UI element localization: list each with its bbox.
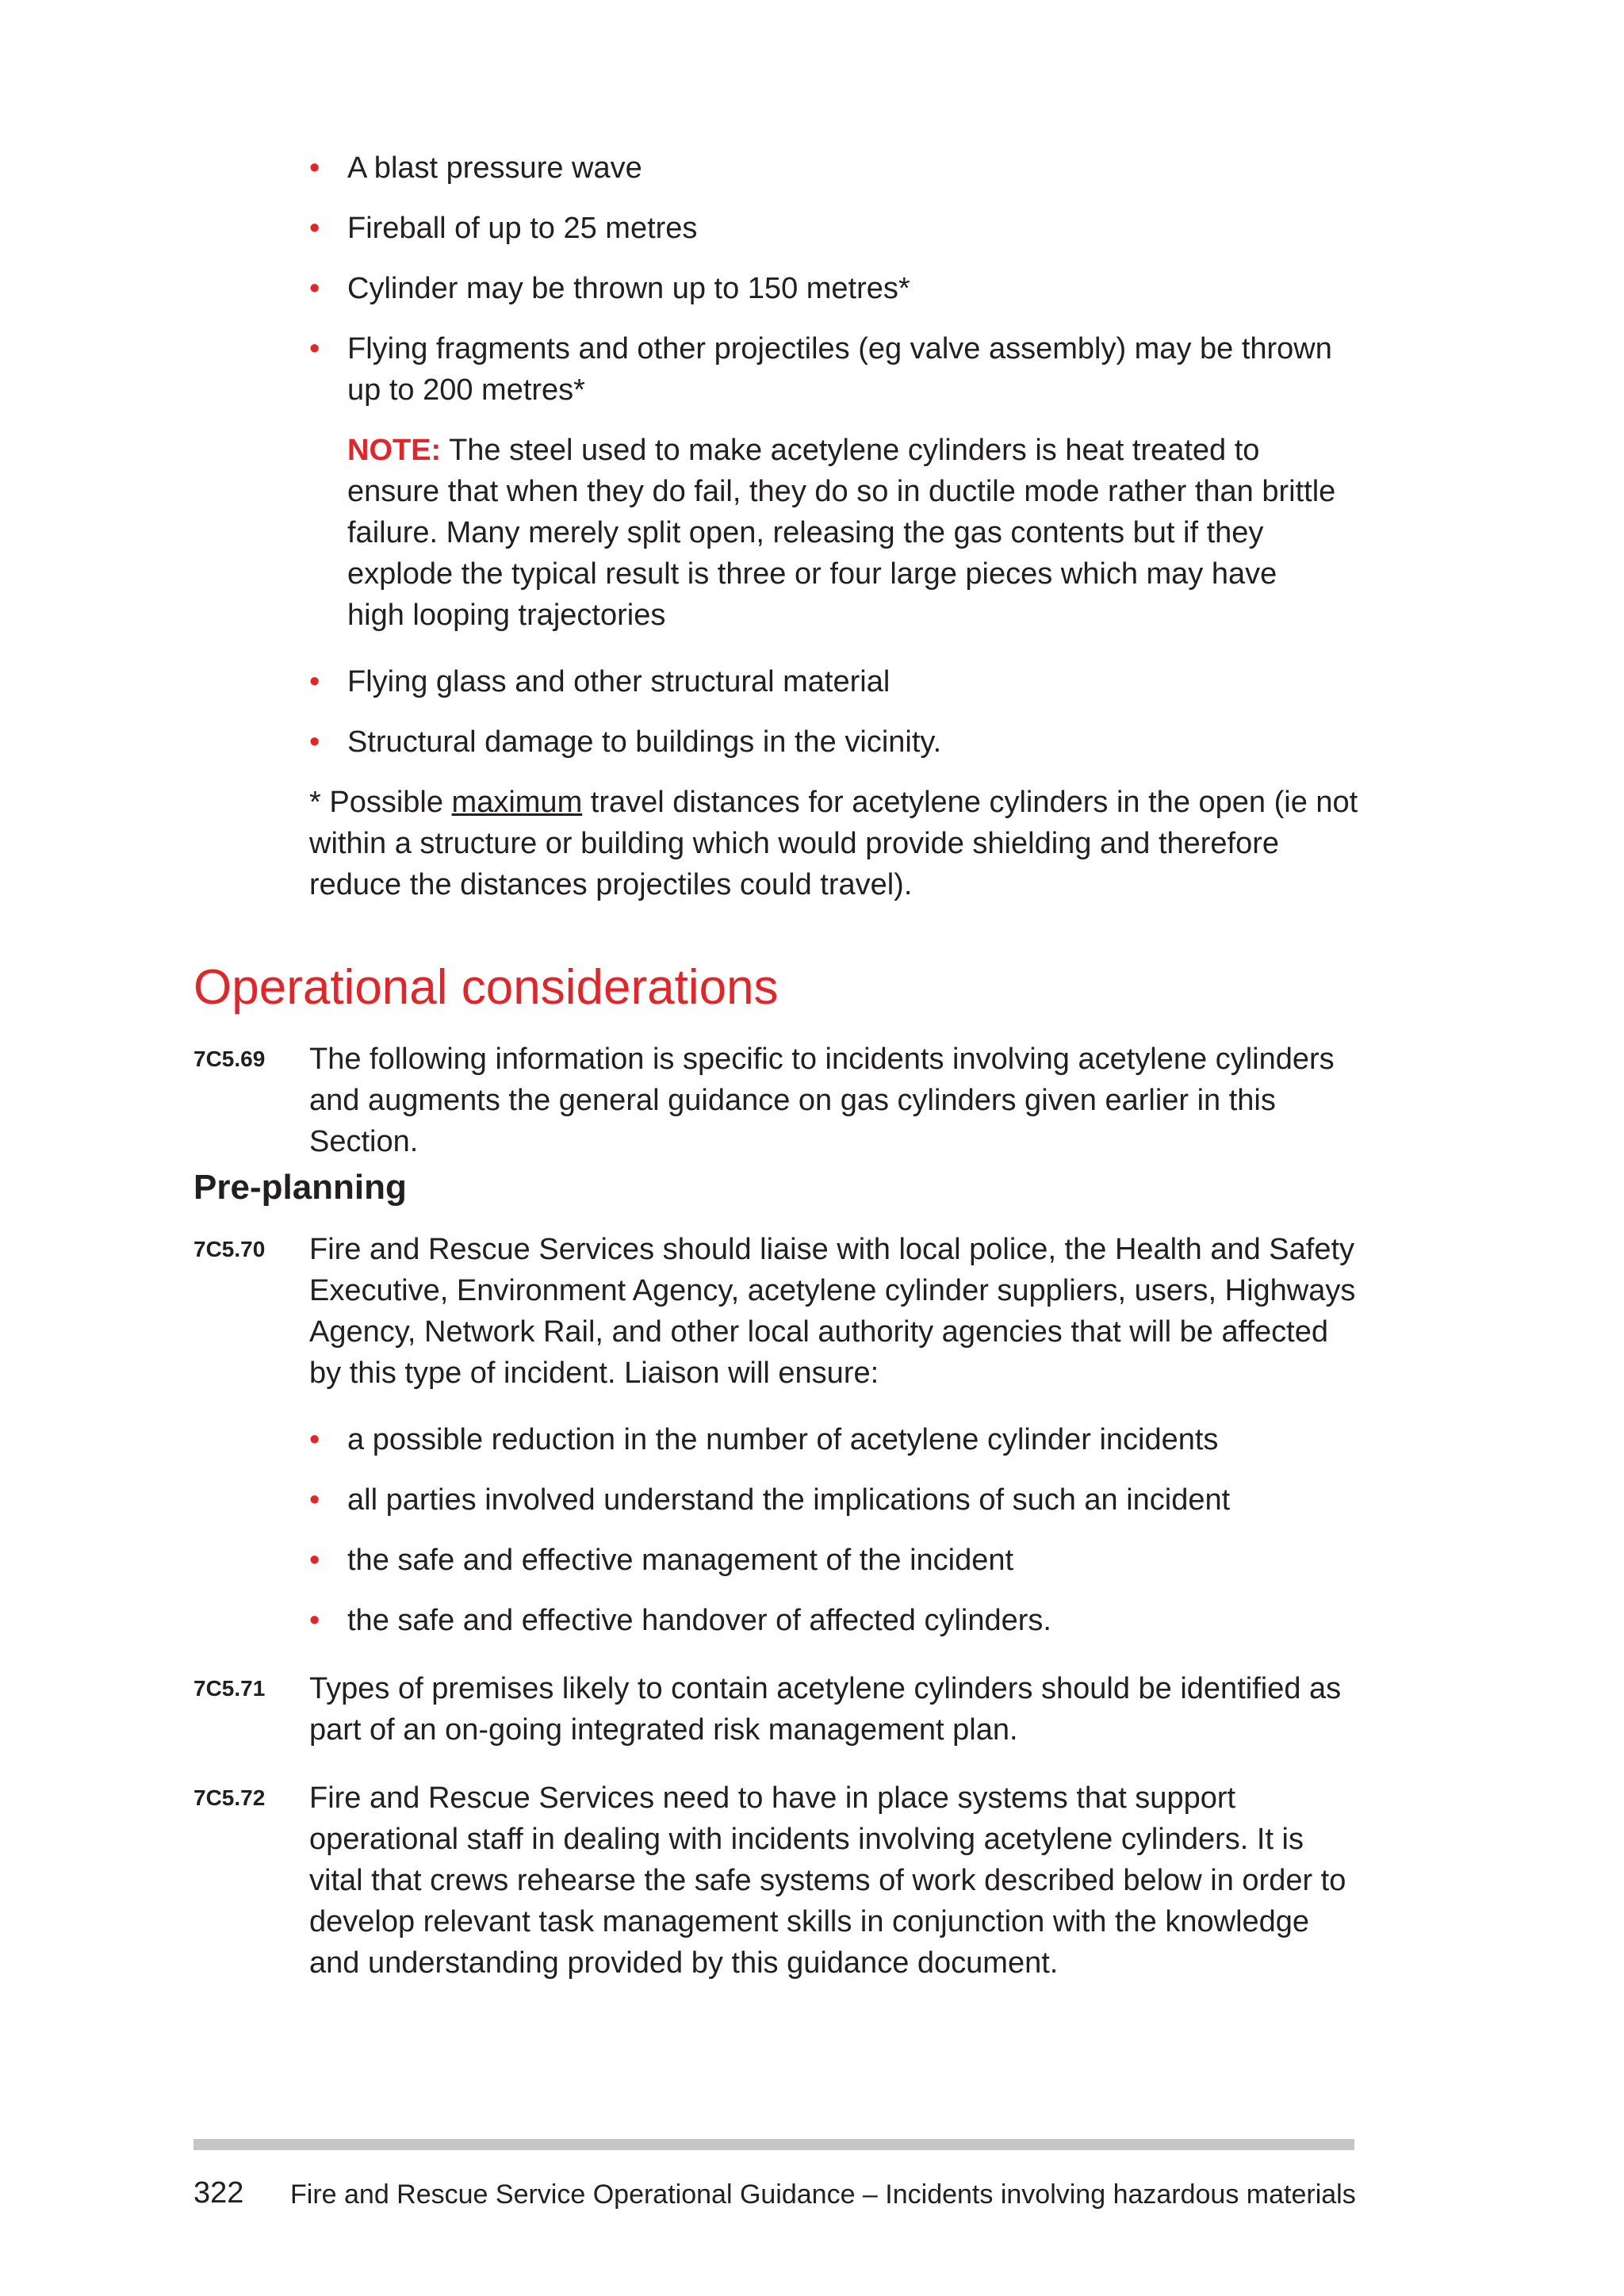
paragraph-text: Types of premises likely to contain acetylene cylinders should be identified as part of an on-going integrated risk management plan. xyxy=(309,1672,1342,1747)
bullet-dot-icon: • xyxy=(309,1604,320,1637)
bullet-dot-icon: • xyxy=(309,272,320,305)
paragraph-text: The following information is specific to incidents involving acetylene cylinders and augments the general guidance on gas cylinders given earlier in this Section. xyxy=(309,1043,1335,1158)
bullet-dot-icon: • xyxy=(309,1423,320,1456)
structural-bullet-list xyxy=(309,661,1356,763)
note-label: NOTE: xyxy=(347,434,442,467)
page-number: 322 xyxy=(193,2176,244,2210)
bullet-item xyxy=(309,147,1356,189)
bullet-item xyxy=(309,1600,1356,1641)
bullet-item xyxy=(309,721,1356,763)
paragraph-number: 7C5.72 xyxy=(193,1785,266,1810)
bullet-text: Flying fragments and other projectiles (eg valve assembly) may be thrown up to 200 metres* xyxy=(347,332,1332,407)
paragraph-number: 7C5.71 xyxy=(193,1676,266,1701)
bullet-dot-icon: • xyxy=(309,151,320,185)
footer-rule xyxy=(193,2139,1354,2150)
footnote xyxy=(309,782,1364,905)
paragraph-number: 7C5.69 xyxy=(193,1047,266,1071)
bullet-item xyxy=(309,268,1356,309)
note-text: The steel used to make acetylene cylinders is heat treated to ensure that when they do fail, they do so in ductile mode rather than brittle failure. Many merely split open, releasing the gas contents but if they explode the typical result is three or four large pieces which may have high looping trajectories xyxy=(347,434,1336,632)
bullet-text: the safe and effective handover of affected cylinders. xyxy=(347,1604,1051,1637)
note-block xyxy=(347,430,1339,636)
footer-title: Fire and Rescue Service Operational Guidance – Incidents involving hazardous materials xyxy=(290,2179,1356,2210)
footnote-suffix: travel distances for acetylene cylinders in the open (ie not within a structure or building which would provide shielding and therefore reduce the distances projectiles could travel). xyxy=(309,786,1358,901)
bullet-item xyxy=(309,661,1356,702)
bullet-text: the safe and effective management of the incident xyxy=(347,1544,1014,1577)
bullet-text: Structural damage to buildings in the vicinity. xyxy=(347,725,942,759)
bullet-dot-icon: • xyxy=(309,1483,320,1517)
paragraph-text: Fire and Rescue Services need to have in place systems that support operational staff in dealing with incidents involving acetylene cylinders. It is vital that crews rehearse the safe systems of work described below in order to develop relevant task management skills in conjunction with the knowledge and understanding provided by this guidance document. xyxy=(309,1781,1346,1980)
bullet-text: Cylinder may be thrown up to 150 metres* xyxy=(347,272,910,305)
section-heading: Operational considerations xyxy=(193,960,779,1015)
bullet-dot-icon: • xyxy=(309,665,320,698)
footnote-underlined: maximum xyxy=(451,786,583,819)
bullet-text: A blast pressure wave xyxy=(347,151,642,185)
subheading: Pre-planning xyxy=(193,1168,407,1207)
hazard-bullet-list xyxy=(309,147,1356,411)
bullet-item xyxy=(309,208,1356,249)
bullet-text: a possible reduction in the number of acetylene cylinder incidents xyxy=(347,1423,1219,1456)
bullet-text: all parties involved understand the implications of such an incident xyxy=(347,1483,1231,1517)
bullet-text: Fireball of up to 25 metres xyxy=(347,212,698,245)
bullet-dot-icon: • xyxy=(309,332,320,365)
paragraph-text: Fire and Rescue Services should liaise with local police, the Health and Safety Executive, Environment Agency, acetylene cylinder suppliers, users, Highways Agency, Network Rail, and other local authority agencies that will be affected by this type of incident. Liaison will ensure: xyxy=(309,1233,1356,1390)
footnote-prefix: * Possible xyxy=(309,786,452,819)
liaison-bullet-list xyxy=(309,1419,1356,1641)
bullet-item xyxy=(309,1419,1356,1460)
bullet-item xyxy=(309,328,1356,411)
paragraph-number: 7C5.70 xyxy=(193,1237,266,1261)
bullet-dot-icon: • xyxy=(309,212,320,245)
bullet-text: Flying glass and other structural material xyxy=(347,665,891,698)
bullet-dot-icon: • xyxy=(309,1544,320,1577)
bullet-item xyxy=(309,1540,1356,1581)
bullet-dot-icon: • xyxy=(309,725,320,759)
bullet-item xyxy=(309,1479,1356,1521)
